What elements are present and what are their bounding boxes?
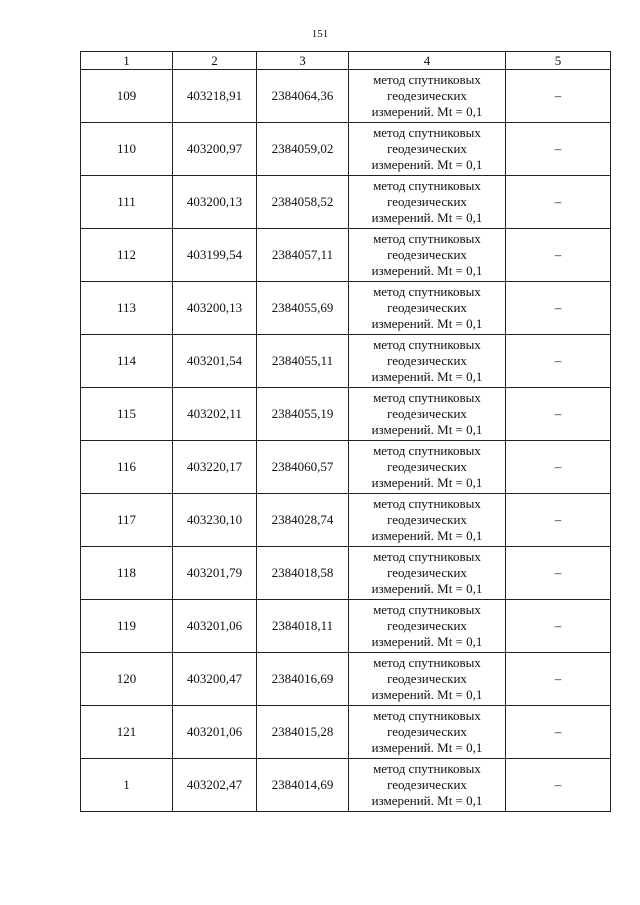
method-cell: [349, 759, 506, 812]
method-cell: [349, 547, 506, 600]
note-cell: –: [506, 282, 611, 335]
column-header-1: 1: [81, 52, 173, 70]
header-row: [81, 52, 611, 70]
table-row: [81, 176, 611, 229]
x-coordinate-cell: 403200,97: [173, 123, 257, 176]
y-coordinate-cell: 2384055,69: [257, 282, 349, 335]
note-cell: –: [506, 229, 611, 282]
x-coordinate-cell: 403202,47: [173, 759, 257, 812]
method-line: измерений. Mt = 0,1: [371, 369, 483, 384]
x-coordinate-cell: 403201,54: [173, 335, 257, 388]
method-line: геодезических: [387, 512, 467, 527]
point-number-cell: 115: [81, 388, 173, 441]
method-line: геодезических: [387, 353, 467, 368]
table-row: [81, 653, 611, 706]
table-row: [81, 229, 611, 282]
method-line: метод спутниковых: [373, 655, 481, 670]
point-number-cell: 114: [81, 335, 173, 388]
method-line: измерений. Mt = 0,1: [371, 263, 483, 278]
y-coordinate-cell: 2384014,69: [257, 759, 349, 812]
point-number-cell: 118: [81, 547, 173, 600]
method-line: метод спутниковых: [373, 231, 481, 246]
y-coordinate-cell: 2384059,02: [257, 123, 349, 176]
table-row: [81, 282, 611, 335]
method-cell: [349, 229, 506, 282]
y-coordinate-cell: 2384058,52: [257, 176, 349, 229]
column-header-5: 5: [506, 52, 611, 70]
method-cell: [349, 388, 506, 441]
method-line: измерений. Mt = 0,1: [371, 316, 483, 331]
note-cell: –: [506, 706, 611, 759]
note-cell: –: [506, 653, 611, 706]
y-coordinate-cell: 2384057,11: [257, 229, 349, 282]
method-line: измерений. Mt = 0,1: [371, 634, 483, 649]
method-line: метод спутниковых: [373, 443, 481, 458]
note-cell: –: [506, 123, 611, 176]
method-line: геодезических: [387, 194, 467, 209]
x-coordinate-cell: 403201,06: [173, 600, 257, 653]
x-coordinate-cell: 403201,06: [173, 706, 257, 759]
x-coordinate-cell: 403220,17: [173, 441, 257, 494]
note-cell: –: [506, 335, 611, 388]
y-coordinate-cell: 2384018,58: [257, 547, 349, 600]
method-cell: [349, 123, 506, 176]
point-number-cell: 120: [81, 653, 173, 706]
method-line: метод спутниковых: [373, 125, 481, 140]
method-line: метод спутниковых: [373, 549, 481, 564]
point-number-cell: 111: [81, 176, 173, 229]
method-line: измерений. Mt = 0,1: [371, 740, 483, 755]
table-row: [81, 759, 611, 812]
method-line: измерений. Mt = 0,1: [371, 793, 483, 808]
method-line: геодезических: [387, 777, 467, 792]
column-header-3: 3: [257, 52, 349, 70]
note-cell: –: [506, 388, 611, 441]
x-coordinate-cell: 403200,13: [173, 176, 257, 229]
method-line: геодезических: [387, 141, 467, 156]
x-coordinate-cell: 403202,11: [173, 388, 257, 441]
method-line: метод спутниковых: [373, 390, 481, 405]
method-line: геодезических: [387, 565, 467, 580]
method-line: геодезических: [387, 459, 467, 474]
x-coordinate-cell: 403201,79: [173, 547, 257, 600]
point-number-cell: 109: [81, 70, 173, 123]
note-cell: –: [506, 600, 611, 653]
method-line: геодезических: [387, 88, 467, 103]
method-line: метод спутниковых: [373, 496, 481, 511]
y-coordinate-cell: 2384055,19: [257, 388, 349, 441]
point-number-cell: 1: [81, 759, 173, 812]
point-number-cell: 116: [81, 441, 173, 494]
point-number-cell: 110: [81, 123, 173, 176]
coordinates-table: [80, 51, 611, 812]
table-row: [81, 123, 611, 176]
method-line: метод спутниковых: [373, 72, 481, 87]
method-line: геодезических: [387, 671, 467, 686]
method-line: геодезических: [387, 618, 467, 633]
note-cell: –: [506, 70, 611, 123]
method-line: геодезических: [387, 247, 467, 262]
point-number-cell: 121: [81, 706, 173, 759]
method-cell: [349, 282, 506, 335]
x-coordinate-cell: 403200,13: [173, 282, 257, 335]
method-cell: [349, 494, 506, 547]
y-coordinate-cell: 2384064,36: [257, 70, 349, 123]
method-cell: [349, 335, 506, 388]
point-number-cell: 117: [81, 494, 173, 547]
table-row: [81, 70, 611, 123]
method-cell: [349, 600, 506, 653]
method-cell: [349, 70, 506, 123]
method-line: измерений. Mt = 0,1: [371, 528, 483, 543]
table-row: [81, 335, 611, 388]
method-line: измерений. Mt = 0,1: [371, 475, 483, 490]
method-line: измерений. Mt = 0,1: [371, 581, 483, 596]
method-line: метод спутниковых: [373, 602, 481, 617]
method-line: измерений. Mt = 0,1: [371, 210, 483, 225]
method-line: метод спутниковых: [373, 708, 481, 723]
method-cell: [349, 653, 506, 706]
method-line: метод спутниковых: [373, 284, 481, 299]
x-coordinate-cell: 403199,54: [173, 229, 257, 282]
note-cell: –: [506, 441, 611, 494]
method-cell: [349, 176, 506, 229]
note-cell: –: [506, 759, 611, 812]
method-cell: [349, 441, 506, 494]
method-line: метод спутниковых: [373, 337, 481, 352]
table-row: [81, 388, 611, 441]
point-number-cell: 119: [81, 600, 173, 653]
point-number-cell: 113: [81, 282, 173, 335]
table-header: [81, 52, 611, 70]
note-cell: –: [506, 494, 611, 547]
column-header-4: 4: [349, 52, 506, 70]
y-coordinate-cell: 2384018,11: [257, 600, 349, 653]
point-number-cell: 112: [81, 229, 173, 282]
table-row: [81, 600, 611, 653]
table-row: [81, 441, 611, 494]
method-line: измерений. Mt = 0,1: [371, 104, 483, 119]
note-cell: –: [506, 547, 611, 600]
table-row: [81, 706, 611, 759]
y-coordinate-cell: 2384015,28: [257, 706, 349, 759]
method-line: метод спутниковых: [373, 761, 481, 776]
method-line: метод спутниковых: [373, 178, 481, 193]
table-row: [81, 547, 611, 600]
method-line: измерений. Mt = 0,1: [371, 687, 483, 702]
method-cell: [349, 706, 506, 759]
method-line: геодезических: [387, 724, 467, 739]
y-coordinate-cell: 2384055,11: [257, 335, 349, 388]
y-coordinate-cell: 2384016,69: [257, 653, 349, 706]
y-coordinate-cell: 2384060,57: [257, 441, 349, 494]
method-line: геодезических: [387, 406, 467, 421]
method-line: измерений. Mt = 0,1: [371, 422, 483, 437]
page-number: 151: [311, 28, 329, 40]
x-coordinate-cell: 403200,47: [173, 653, 257, 706]
table-row: [81, 494, 611, 547]
x-coordinate-cell: 403230,10: [173, 494, 257, 547]
note-cell: –: [506, 176, 611, 229]
table-body: [81, 70, 611, 812]
x-coordinate-cell: 403218,91: [173, 70, 257, 123]
y-coordinate-cell: 2384028,74: [257, 494, 349, 547]
method-line: геодезических: [387, 300, 467, 315]
column-header-2: 2: [173, 52, 257, 70]
method-line: измерений. Mt = 0,1: [371, 157, 483, 172]
